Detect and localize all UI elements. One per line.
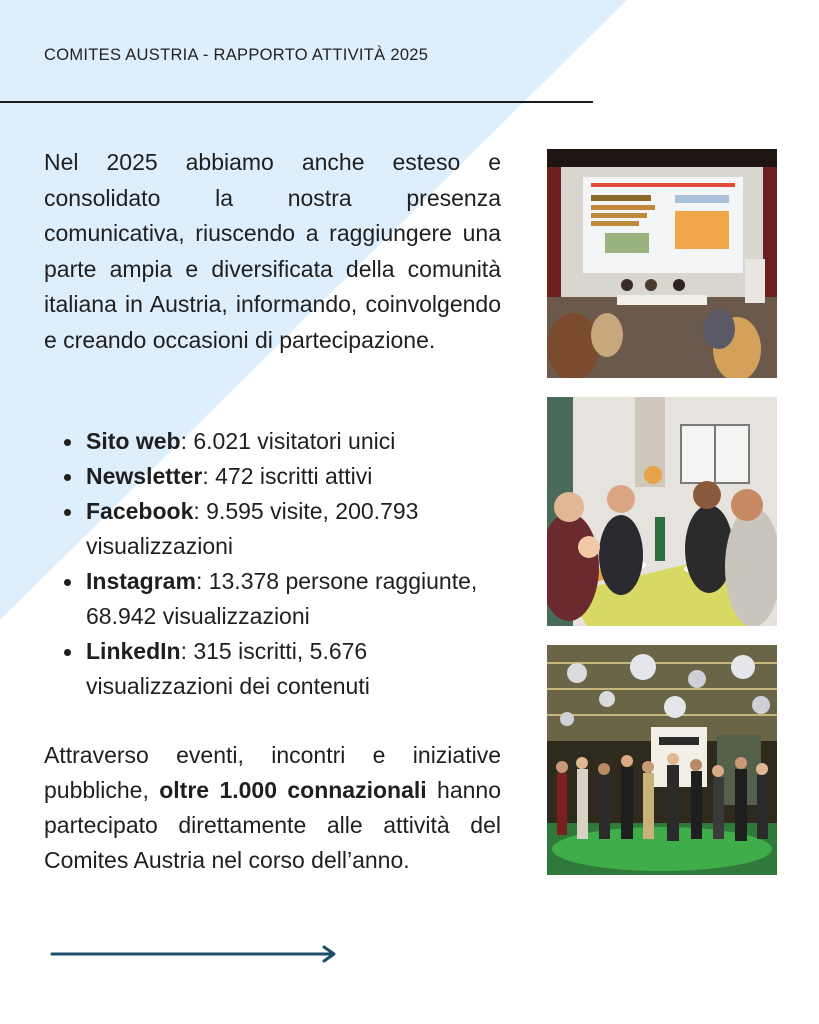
page-header: COMITES AUSTRIA - RAPPORTO ATTIVITÀ 2025 <box>44 46 429 64</box>
stat-label: Instagram <box>86 568 196 594</box>
stat-value: : 6.021 visitatori unici <box>180 428 396 454</box>
stat-value: : 472 iscritti attivi <box>202 463 373 489</box>
intro-paragraph: Nel 2025 abbiamo anche esteso e consolidato la nostra presenza comunicativa, riuscendo a raggiungere una parte ampia e diversificata della comunità italiana in Austria, informando, coinvolgendo e creando occasioni di partecipazione. <box>44 149 501 353</box>
stat-label: Sito web <box>86 428 181 454</box>
stat-value: : 9.595 visite, 200.793 visualizzazioni <box>86 498 419 559</box>
outro-paragraph <box>44 738 501 878</box>
stat-item-newsletter <box>62 459 482 494</box>
dance-party-photo <box>547 645 777 875</box>
stat-item-website <box>62 424 482 459</box>
outro-text-before: Attraverso eventi, incontri e iniziative pubbliche, <box>44 742 501 803</box>
stat-label: Facebook <box>86 498 194 524</box>
conference-photo <box>547 149 777 378</box>
stat-label: LinkedIn <box>86 638 181 664</box>
stat-value: : 13.378 persone raggiunte, 68.942 visualizzazioni <box>86 568 478 629</box>
outro-text-after: hanno partecipato direttamente alle attività del Comites Austria nel corso dell’anno. <box>44 777 501 873</box>
arrow-right-icon <box>50 944 340 964</box>
stat-label: Newsletter <box>86 463 203 489</box>
stat-value: : 315 iscritti, 5.676 visualizzazioni dei contenuti <box>86 638 370 699</box>
stats-list <box>62 424 482 704</box>
stat-item-facebook <box>62 494 482 564</box>
header-divider <box>0 101 593 103</box>
outro-highlight: oltre 1.000 connazionali <box>159 777 427 803</box>
stat-item-linkedin <box>62 634 482 704</box>
cafe-group-photo <box>547 397 777 626</box>
stat-item-instagram <box>62 564 482 634</box>
